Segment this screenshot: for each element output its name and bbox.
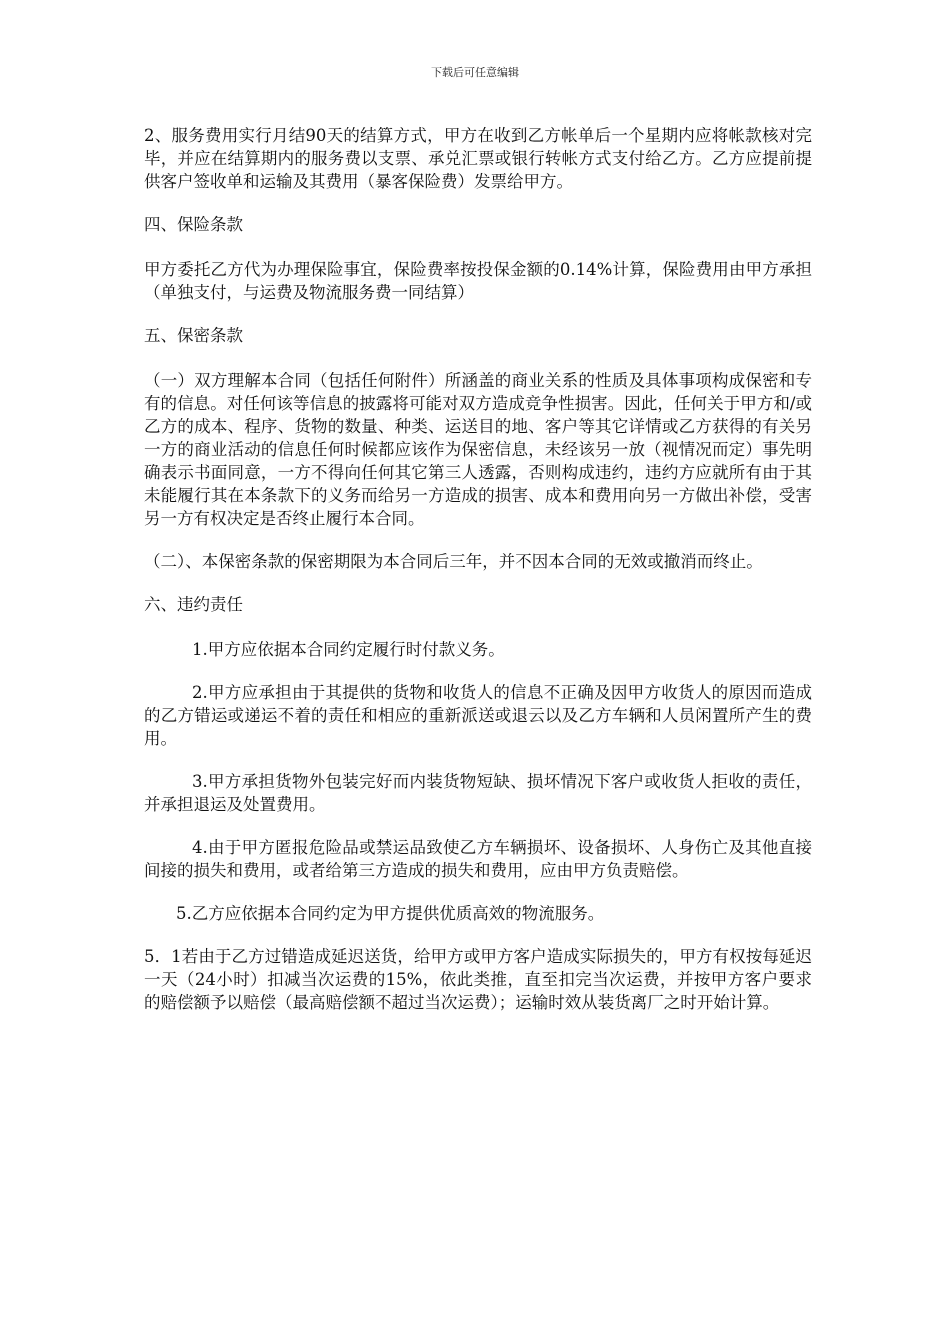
page-header: 下载后可任意编辑 bbox=[431, 66, 519, 79]
liability-item-5-1: 5．1若由于乙方过错造成延迟送货，给甲方或甲方客户造成实际损失的，甲方有权按每延迟一天（24小时）扣减当次运费的15%，依此类推，直至扣完当次运费，并按甲方客户要求的赔偿额予以赔偿（最高赔偿额不超过当次运费）；运输时效从装货离厂之时开始计算。 bbox=[144, 947, 812, 1012]
insurance-paragraph: 甲方委托乙方代为办理保险事宜，保险费率按投保金额的0.14%计算，保险费用由甲方承担（单独支付，与运费及物流服务费一同结算） bbox=[144, 260, 812, 302]
liability-item-3: 3.甲方承担货物外包装完好而内装货物短缺、损坏情况下客户或收货人拒收的责任，并承担退运及处置费用。 bbox=[144, 772, 812, 814]
settlement-paragraph: 2、服务费用实行月结90天的结算方式，甲方在收到乙方帐单后一个星期内应将帐款核对完毕，并应在结算期内的服务费以支票、承兑汇票或银行转帐方式支付给乙方。乙方应提前提供客户签收单和运输及其费用（暴客保险费）发票给甲方。 bbox=[144, 126, 812, 191]
liability-item-5: 5.乙方应依据本合同约定为甲方提供优质高效的物流服务。 bbox=[176, 904, 605, 923]
liability-item-4: 4.由于甲方匿报危险品或禁运品致使乙方车辆损坏、设备损坏、人身伤亡及其他直接间接的损失和费用，或者给第三方造成的损失和费用，应由甲方负责赔偿。 bbox=[144, 838, 812, 880]
section-heading-liability: 六、违约责任 bbox=[144, 595, 243, 614]
section-heading-confidentiality: 五、保密条款 bbox=[144, 326, 243, 345]
section-heading-insurance: 四、保险条款 bbox=[144, 215, 243, 234]
liability-item-1: 1.甲方应依据本合同约定履行时付款义务。 bbox=[192, 640, 505, 659]
confidentiality-paragraph-1: （一）双方理解本合同（包括任何附件）所涵盖的商业关系的性质及具体事项构成保密和专有的信息。对任何该等信息的披露将可能对双方造成竞争性损害。因此，任何关于甲方和/或乙方的成本、程序、货物的数量、种类、运送目的地、客户等其它详情或乙方获得的有关另一方的商业活动的信息任何时候都应该作为保密信息，未经该另一放（视情况而定）事先明确表示书面同意，一方不得向任何其它第三人透露，否则构成违约，违约方应就所有由于其未能履行其在本条款下的义务而给另一方造成的损害、成本和费用向另一方做出补偿，受害另一方有权决定是否终止履行本合同。 bbox=[144, 371, 812, 528]
liability-item-2: 2.甲方应承担由于其提供的货物和收货人的信息不正确及因甲方收货人的原因而造成的乙方错运或递运不着的责任和相应的重新派送或退云以及乙方车辆和人员闲置所产生的费用。 bbox=[144, 683, 812, 748]
document-body bbox=[144, 124, 812, 1034]
confidentiality-paragraph-2: （二）、本保密条款的保密期限为本合同后三年，并不因本合同的无效或撤消而终止。 bbox=[144, 552, 763, 571]
